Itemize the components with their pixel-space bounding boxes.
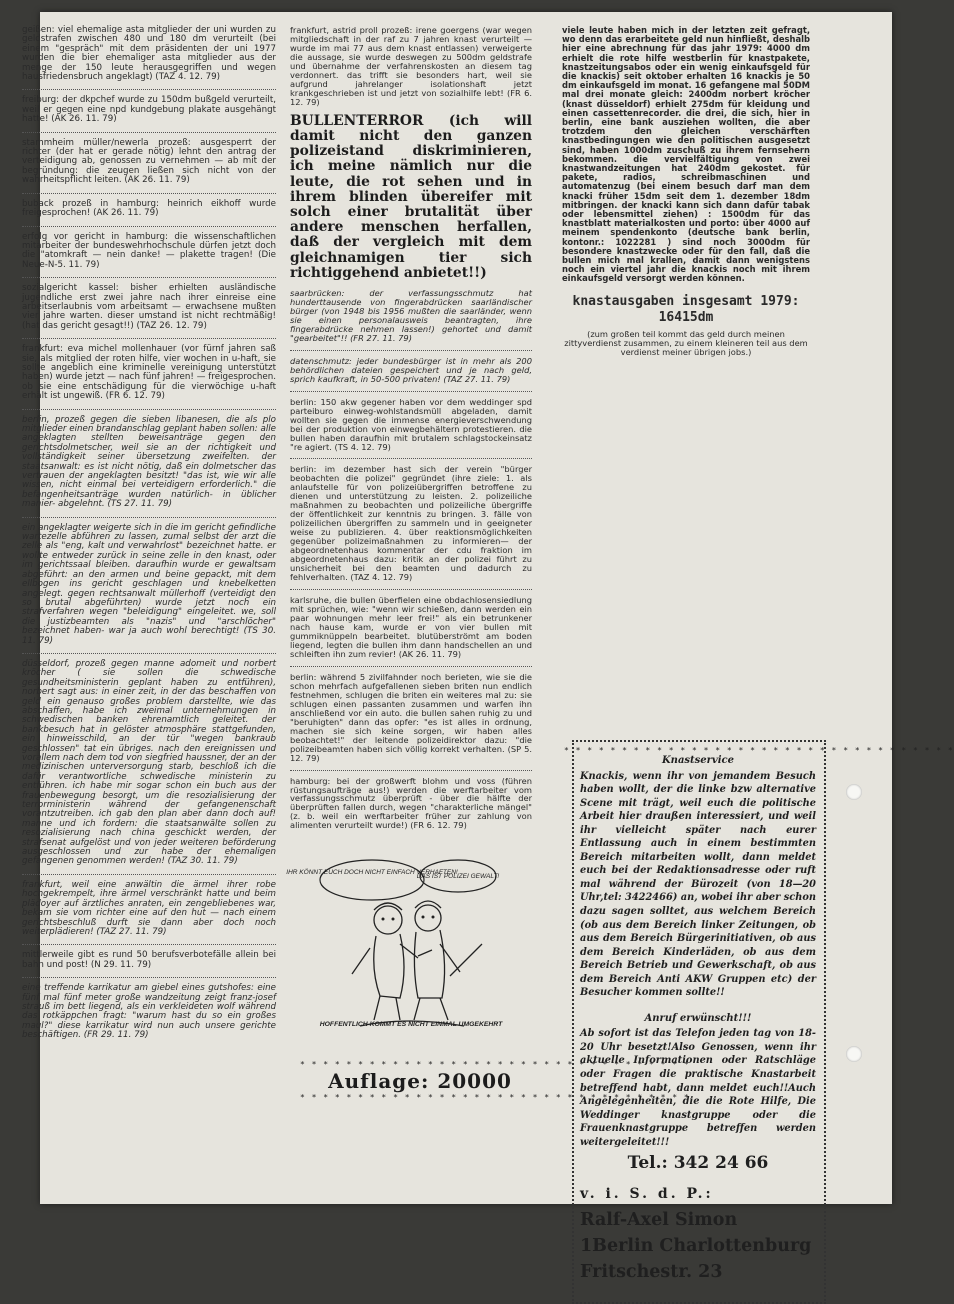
knastservice-title: Knastservice <box>661 755 734 766</box>
imprint-label: v. i. S. d. P.: <box>580 1185 714 1202</box>
item-divider <box>290 391 532 392</box>
item-divider <box>22 89 276 90</box>
news-item: mittlerweile gibt es rund 50 berufsverbotefälle allein bei bahn und post! (N 29. 11. 79) <box>22 950 276 970</box>
anruf-text: Ab sofort ist das Telefon jeden tag von 18-20 Uhr besetzt!Also Genossen, wenn ihr aktuelle Informationen oder Ratschläge oder Fragen die praktische Knastarbeit betreffend habt, dann meldet euch!!Auch Angelegenheiten, die die Rote Hilfe, Die Weddinger knastgruppe oder die Frauenknastgruppe betreffen werden weitergeleitet!!! <box>580 1028 816 1148</box>
finance-report: viele leute haben mich in der letzten zeit gefragt, wo denn das erarbeitete geld nun hinfließt, deshalb hier eine abrechnung für das jahr 1979: 4000 dm erhielt die rote hilfe westberlin für knastpakete, knastzeitungsabos oder ein wenig einkaufsgeld für die knackis) seit oktober erhalten 16 knackis je 50 dm einkaufsgeld im monat. 16 gefangene mal 50DM mal drei monate gleich: 2400dm norbert kröcher (knast düsseldorf) erhielt 275dm für kleidung und einen cassettenrecorder. die drei, die sich, hier in berlin, eine bank ausziehen wollten, die aber trotzdem den gleichen verschärften knastbedingungen wie den politischen ausgesetzt sind, haben 1000dm zuschuß zu ihrem fernsehern bekommen. die vervielfältigung von zwei knastwandzeitungen hat 240dm gekostet. für pakete, radios, schreibmaschinen und automatenzug (bei einem besuch darf man dem knacki früher 15dm seit dem 1. dezember 18dm mitbringen. der knacki kann sich dann dafür tabak oder lebensmittel ziehen) : 1500dm für das knastblatt materialkosten und porto: über 4000 auf meinem spendenkonto (deutsche bank berlin, kontonr.: 1022281 ) sind noch 3000dm für besondere knastzwecke oder für den fall, daß die bullen mich mal krallen, damit dann wenigstens noch ein viertel jahr die knackis noch mit ihrem einkaufsgeld versorgt werden können. <box>562 25 810 284</box>
item-divider <box>22 132 276 133</box>
news-item: datenschmutz: jeder bundesbürger ist in mehr als 200 behördlichen dateien gespeichert und je nach geld, sprich kaufkraft, in 50-500 privaten! (TAZ 27. 11. 79) <box>290 355 532 384</box>
circulation-label: Auflage: 20000 <box>328 1069 512 1093</box>
item-divider <box>22 226 276 227</box>
star-divider: * * * * * * * * * * * * * * * * * * * * * * * * * * * * * * * * * * <box>564 746 954 755</box>
imprint-city: 1Berlin Charlottenburg <box>580 1235 812 1256</box>
news-item: saarbrücken: der verfassungsschmutz hat hunderttausende von fingerabdrücken saarländischer bürger (von 1948 bis 1956 mußten die saarländer, wenn sie einen personalausweis beantragten, ihre fingerabdrücke nehmen lassen!) gehortet und damit "gearbeitet"!! (FR 27. 11. 79) <box>290 287 532 343</box>
item-divider <box>290 589 532 590</box>
item-divider <box>22 653 276 654</box>
item-divider <box>22 944 276 945</box>
news-item: erfolg vor gericht in hamburg: die wissenschaftlichen mitarbeiter der bundeswehrhochschule dürfen jetzt doch die "atomkraft — nein danke! — plakette tragen! (Die Neue-N-5. 11. 79) <box>22 231 276 270</box>
news-item: sozialgericht kassel: bisher erhielten ausländische jugendliche erst zwei jahre nach ihrer einreise eine arbeitserlaubnis vom arbeitsamt — erwachsene mußten vier jahre warten. dieser umstand ist nicht rechtmäßig! (hat das gericht gesagt!!) (TAZ 26. 12. 79) <box>22 283 276 331</box>
news-item: frankfurt: eva michel mollenhauer (vor fürnf jahren saß sie, als mitglied der roten hilfe, vier wochen in u-haft, sie sollte angeblich eine kriminelle vereinigung unterstützt haben) wurde jetzt — nach fünf jahren! — freigesprochen. ob sie eine entschädigung für die vierwöchige u-haft erhält ist ungewiß. (FR 6. 12. 79) <box>22 344 276 402</box>
item-divider <box>290 350 532 351</box>
item-divider <box>290 458 532 459</box>
item-divider <box>290 770 532 771</box>
item-divider <box>22 409 276 410</box>
news-item: eine treffende karrikatur am giebel eines gutshofes: eine fünf mal fünf meter große wandzeitung zeigt franz-josef strauß im bett liegend, als ein verkleideten wolf während das rotkäppchen fragt: "warum hast du so ein großes maul?" diese karrikatur wird nun auch unsere gerichte beschäftigen. (FR 29. 11. 79) <box>22 983 276 1041</box>
total-expenses: knastausgaben insgesamt 1979: 16415dm <box>572 293 800 325</box>
star-divider: * * * * * * * * * * * * * * * * * * * * * * * * * * * * * * * * * * <box>300 1093 690 1102</box>
news-item: ein angeklagter weigerte sich in die im gericht gefindliche wartezelle abführen zu lassen, zumal selbst der arzt die zelle als "eng, kalt und verwahrlost" bezeichnet hatte. er wollte entweder zurück in seine zelle in den knast, oder im gerichtssaal bleiben. daraufhin wurde er gewaltsam abgeführt: an den armen und beine gepackt, mit dem ellbogen ins gericht geschlagen und knebelketten angelegt. gegen rechtsanwalt müllerhoff (verteidigt den so brutal abgeführten) wurde jetzt noch ein strafverfahren wegen "beleidigung" eingeleitet. we, soll die justizbeamten als "nazis" und "arschlöcher" bezeichnet haben- war ja auch wohl berechtigt! (TS 30. 11. 79) <box>22 522 276 646</box>
item-divider <box>22 277 276 278</box>
news-item: berlin: 150 akw gegener haben vor dem weddinger spd parteiburo einweg-wohlstandsmüll abgeladen, damit wollten sie gegen die immense energieverschwendung bei der produktion von einwegbehältern protestieren. die bullen haben daraufhin mit brutalem schlagstockeinsatz "re agiert. (TS 4. 12. 79) <box>290 396 532 452</box>
item-divider <box>22 193 276 194</box>
middle-news-column <box>290 26 532 837</box>
imprint-street: Fritschestr. 23 <box>580 1261 723 1282</box>
headline-lead: BULLENTERROR <box>290 112 424 129</box>
item-divider <box>22 338 276 339</box>
left-news-column <box>22 26 276 1048</box>
news-item: freiburg: der dkpchef wurde zu 150dm bußgeld verurteilt, weil er gegen eine npd kundgebung plakate ausgehängt hatte! (AK 26. 11. 79) <box>22 95 276 125</box>
item-divider <box>22 977 276 978</box>
news-item: berlin: im dezember hast sich der verein "bürger beobachten die polizei" gegründet (ihre ziele: 1. als anlaufstelle für von polizeiübergriffen betroffene zu dienen und unterstützung zu leisten. 2. polizeiliche maßnahmen zu beobachten und polizeiliche übergriffe der öffentlichkeit zur kenntnis zu bringen. 3. fälle von polizeilichen übergriffen zu sammeln und in geeigneter weise zu publizieren. 4. über reaktionsmöglichkeiten gegenüber polizeimaßnahmen zu informieren— der abgeordnetenhaus kommentar der cdu fraktion im abgeordnetenhaus dazu: kritik an der polizei führt zu unsicherheit bei den beamten und dadurch zu fehlverhalten. (TAZ 4. 12. 79) <box>290 464 532 583</box>
news-item: hamburg: bei der großwerft blohm und voss (führen rüstungsaufträge aus!) werden die werftarbeiter vom verfassungsschmutz überprüft - über die hälfte der überprüften fallen durch, wegen "charakterliche mängel" (z. b. weil ein werftarbeiter früher zur zahlung von alimenten verurteilt wurde!) (FR 6. 12. 79) <box>290 775 532 831</box>
cartoon-bubble-left: IHR KÖNNT EUCH DOCH NICHT EINFACH VERHAFTEN! <box>286 869 458 876</box>
cartoon-illustration <box>286 848 515 1038</box>
news-item: geißen: viel ehemalige asta mitglieder der uni wurden zu geldstrafen zwischen 480 und 180 dm verurteilt (bei einem "gespräch" mit dem präsidenten der uni 1977 wurden die bier ehemaliger asta mitglieder aus der menge der 150 leute herausgegriffen und wegen hausfriedensbruch angeklagt) (TAZ 4. 12. 79) <box>22 25 276 83</box>
news-item: stammheim müller/newerla prozeß: ausgesperrt der richter (der hat er gerade nötig) lehnt den antrag der verteidigung ab, genossen zu vernehmen — ab mit der begründung: die zeugen ließen sich nicht von der wahrheitspflicht leiten. (AK 26. 11. 79) <box>22 137 276 186</box>
imprint <box>580 1181 816 1285</box>
news-item: düsseldorf, prozeß gegen manne adomeit und norbert kröcher ( sie sollen die schwedische gesundheitsministerin geplant haben zu entführen), norbert sagt aus: in einer zeit, in der das beschaffen von geld ein genauso großes problem darstellte, wie das abschaffen, habe ich zweimal unternehmungen in schwedischen banken ehrenamtlich geleitet. der bankbesuch hat in gelöster atmosphäre stattgefunden, ein hinweisschild, an der tür "wegen bankraub geschlossen" tat ein übriges. nach den ereignissen und vorallem nach dem tod von siegfried haussner, der an der medizinischen unterversorgung starb, beschloß ich die dafür verantwortliche schwedische ministerin zu entführen. ich habe mir sogar schon ein buch aus der frauenbewegung besorgt, um die resozialisierung der terrorministerin während der gefangenenschaft vorantzutreiben. ich gab den plan aber dann doch auf! manne und ich fordern: die staatsanwälte sollen zu resozialisierung nach china geschickt werden, der strafsenat aufgelöst und von jeder weiteren beförderung ausgeschlossen und zur habe der ehemaligen gefangenen genommen werden! (TAZ 30. 11. 79) <box>22 658 276 867</box>
news-item: frankfurt, weil eine anwältin die ärmel ihrer robe hochgekrempelt, ihre ärmel verschränkt hatte und beim plädoyer auf ärztliches anraten, ein zengebliebenes war, bekam sie vom richter eine auf den hut — nach einem gerichtsbeschluß durft sie dann aber doch noch weiterplädieren! (TAZ 27. 11. 79) <box>22 879 276 937</box>
headline-rest: (ich will damit nicht den ganzen polizeistand diskriminieren, ich meine nämlich nur die leute, die rot sehen und in ihrem blinden übereifer mit solch einer brutalität über andere menschen herfallen, daß der vergleich mit dem gleichnamigen tier sich richtiggehend anbietet!!) <box>290 112 532 281</box>
imprint-name: Ralf-Axel Simon <box>580 1209 738 1230</box>
total-note: (zum großen teil kommt das geld durch meinen zittyverdienst zusammen, zu einem kleineren teil aus dem verdienst meiner übrigen jobs.) <box>564 328 808 357</box>
right-finance-column <box>562 26 810 363</box>
cartoon-drawing <box>286 848 515 1038</box>
punch-hole <box>846 784 862 800</box>
cartoon-bubble-right: DAS IST POLIZEI GEWALT! <box>416 873 500 880</box>
knastservice-text: Knackis, wenn ihr von jemandem Besuch haben wollt, der die linke bzw alternative Scene mit trägt, weil euch die politische Arbeit hier draußen interessiert, und weil ihr vielleicht später nach eurer Entlassung auch in einem bestimmten Bereich mitarbeiten wollt, dann meldet euch bei der Redaktionsadresse oder ruft mal während der Bürozeit (von 18—20 Uhr,tel: 3422466) an, wobei ihr aber schon dazu sagen solltet, aus welchem Bereich (ob aus dem Bereich linker Zeitungen, ob aus dem Bereich Bürgerinitiativen, ob aus dem Bereich Kinderläden, ob aus dem Bereich Betrieb und Gewerkschaft, ob aus dem Bereich Anti AKW Gruppen etc) der Besucher kommen sollte!! <box>580 770 816 999</box>
star-divider: * * * * * * * * * * * * * * * * * * * * * * * * * * * * * * * * * * <box>300 1060 690 1069</box>
news-item: berlin: während 5 zivilfahnder noch berieten, wie sie die schon mehrfach aufgefallenen sieben briten nun endlich festnehmen, schlugen die briten ein weiteres mal zu: sie schlugen einen passanten zusammen und warfen ihn anschließend vor ein auto. die bullen sahen ruhig zu und "beruhigten" dann das opfer: "es ist alles in ordnung, machen sie sich keine sorgen, wir haben alles beobachtet!" der leitende polizeidirektor dazu: "die polizeibeamten haben sich völlig korrekt verhalten. (SP 5. 12. 79) <box>290 671 532 763</box>
item-divider <box>22 517 276 518</box>
item-divider <box>22 874 276 875</box>
news-item: karlsruhe, die bullen überfielen eine obdachlosensiedlung mit sprüchen, wie: "wenn wir schießen, dann werden ein paar wohnungen mehr leer frei!" als ein betrunkener nach hause kam, wurde er von vier bullen mit gummiknüppeln bearbeitet. blutüberströmt am boden liegend, legten die bullen ihm dann handschellen an und schleiften ihn zum revier! (AK 26. 11. 79) <box>290 595 532 659</box>
news-item: buback prozeß in hamburg: heinrich eikhoff wurde freigesprochen! (AK 26. 11. 79) <box>22 198 276 219</box>
bullenterror-headline <box>290 114 532 281</box>
anruf-title: Anruf erwünscht!!! <box>644 1012 752 1024</box>
phone-number: Tel.: 342 24 66 <box>627 1153 769 1174</box>
item-divider <box>290 666 532 667</box>
news-item: frankfurt, astrid proll prozeß: irene goergens (war wegen mitgliedschaft in der raf zu 7 jahren knast verurteilt — wurde im mai 77 aus dem knast entlassen) verweigerte die aussage, sie wurde deswegen zu 500dm geldstrafe und übernahme der verfahrenskosten an diesem tag verdonnert. das trifft sie besonders hart, weil sie aufgrund jahrelanger isolationshaft jetzt krankgeschrieben ist und jetzt von sozialhilfe lebt! (FR 6. 12. 79) <box>290 25 532 107</box>
cartoon-caption: HOFFENTLICH KOMMT ES NICHT EINMAL UMGEKEHRT <box>319 1021 503 1028</box>
knastservice-content <box>580 754 816 1285</box>
circulation-box <box>300 1060 690 1102</box>
punch-hole <box>846 1046 862 1062</box>
news-item: berlin, prozeß gegen die sieben libanesen, die als plo mitglieder einen brandanschlag geplant haben sollen: alle angeklagten stellten beweisanträge gegen den gerichtsdolmetscher, weil sie an der richtigkeit und vollständigkeit seiner übersetzung zweifelten. der staatsanwalt: es ist nicht nötig, daß ein dolmetscher das vertrauen der angeklagten besitzt! "das ist, wie wir alle wissen, nicht einmal bei verteidigern erforderlich." die befangenheitsanträge wurden natürlich- in üblicher manier- abgelehnt. (TS 27. 11. 79) <box>22 414 276 510</box>
